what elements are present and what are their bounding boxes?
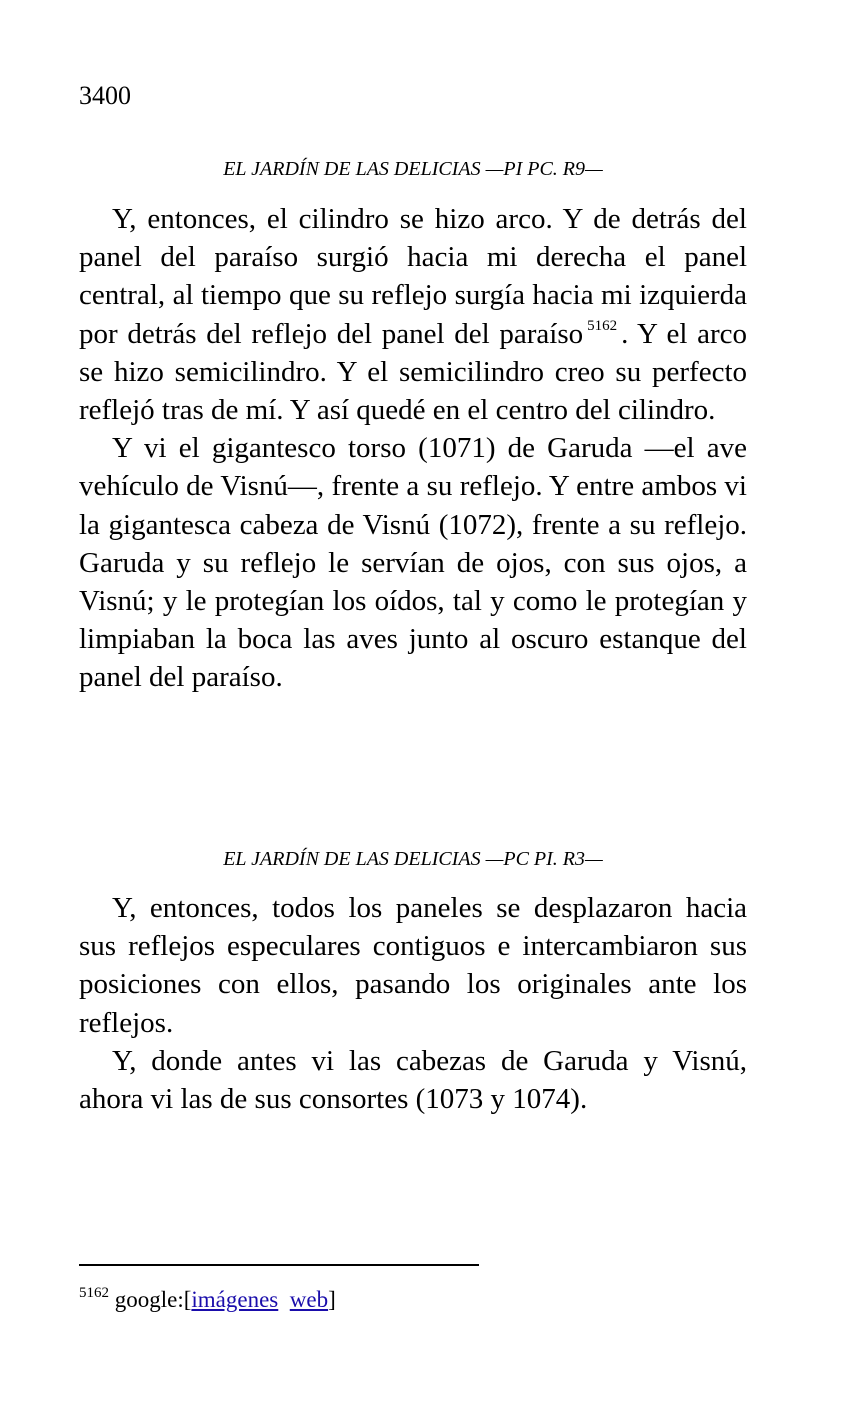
page-number: 3400 xyxy=(79,81,131,110)
section-1-body xyxy=(79,200,747,697)
section-2-body xyxy=(79,889,747,1118)
footnote xyxy=(79,1285,336,1315)
section-heading-1: EL JARDÍN DE LAS DELICIAS —PI PC. R9— xyxy=(223,158,603,180)
footnote-number: 5162 xyxy=(79,1285,109,1301)
paragraph xyxy=(79,200,747,429)
footnote-divider xyxy=(79,1264,479,1266)
paragraph: Y, donde antes vi las cabezas de Garuda y Visnú, ahora vi las de sus consortes (1073 y 1074). xyxy=(79,1044,747,1116)
footnote-reference: 5162 xyxy=(587,317,618,334)
paragraph: Y vi el gigantesco torso (1071) de Garuda —el ave vehículo de Visnú—, frente a su reflejo. Y entre ambos vi la gigantesca cabeza de Visnú (1072), frente a su reflejo. Garuda y su reflejo le servían de ojos, con sus ojos, a Visnú; y le protegían los oídos, tal y como le protegían y limpiaban la boca las aves junto al oscuro estanque del panel del paraíso. xyxy=(79,432,747,694)
footnote-suffix: ] xyxy=(328,1287,336,1312)
paragraph-text: Y, entonces, el cilindro se hizo arco. Y de detrás del panel del paraíso surgió hacia mi derecha el panel central, al tiempo que su reflejo surgía hacia mi izquierda por detrás del reflejo del panel del paraíso xyxy=(79,203,747,350)
images-link[interactable]: imágenes xyxy=(191,1287,279,1312)
paragraph: Y, entonces, todos los paneles se desplazaron hacia sus reflejos especulares contiguos e intercambiaron sus posiciones con ellos, pasando los originales ante los reflejos. xyxy=(79,892,747,1039)
web-link[interactable]: web xyxy=(289,1287,329,1312)
footnote-prefix: google:[ xyxy=(114,1287,192,1312)
paragraph-text: . Y el arco se hizo semicilindro. Y el semicilindro creo su perfecto reflejó tras de mí. Y así quedé en el centro del cilindro. xyxy=(79,317,747,427)
section-heading-2: EL JARDÍN DE LAS DELICIAS —PC PI. R3— xyxy=(223,848,603,870)
